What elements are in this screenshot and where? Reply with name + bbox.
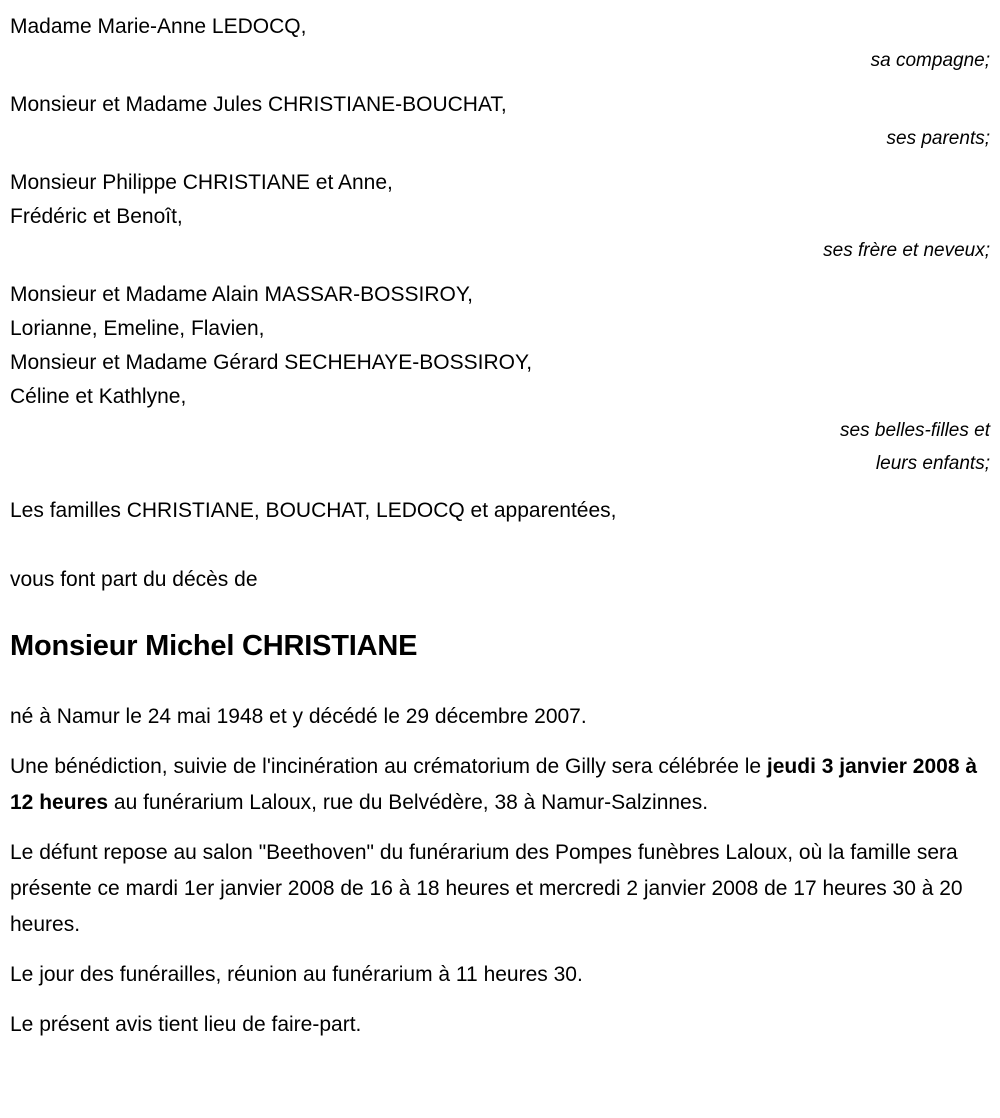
paragraph-text: au funérarium Laloux, rue du Belvédère, 38 à Namur-Salzinnes. — [108, 791, 709, 814]
announcers-section — [10, 10, 990, 528]
relation-label: sa compagne; — [870, 50, 990, 71]
announcer-name-line: Monsieur Philippe CHRISTIANE et Anne, — [10, 171, 393, 194]
relation-label: ses parents; — [886, 128, 990, 149]
relation-label: ses belles-filles et — [840, 420, 990, 441]
body-paragraph — [10, 699, 985, 735]
announcer-group — [10, 166, 990, 268]
announcer-group — [10, 88, 990, 156]
paragraph-text: né à Namur le 24 mai 1948 et y décédé le 29 décembre 2007. — [10, 705, 587, 728]
announcer-name-line: Céline et Kathlyne, — [10, 385, 187, 408]
announcer-name-line: Madame Marie-Anne LEDOCQ, — [10, 15, 307, 38]
body-paragraph — [10, 957, 985, 993]
paragraph-text: Le jour des funérailles, réunion au funérarium à 11 heures 30. — [10, 963, 583, 986]
body-paragraph — [10, 1007, 985, 1043]
announcer-name-line: Monsieur et Madame Alain MASSAR-BOSSIROY, — [10, 283, 473, 306]
relation-label: leurs enfants; — [875, 453, 990, 474]
paragraph-text: Le défunt repose au salon "Beethoven" du funérarium des Pompes funèbres Laloux, où la famille sera présente ce mardi 1er janvier 2008 de 16 à 18 heures et mercredi 2 janvier 2008 de 17 heures 30 à 20 heures. — [10, 841, 963, 936]
deceased-name-heading: Monsieur Michel CHRISTIANE — [10, 630, 418, 662]
lead-in-text: vous font part du décès de — [10, 568, 258, 591]
paragraph-text: Une bénédiction, suivie de l'incinération au crématorium de Gilly sera célébrée le — [10, 755, 767, 778]
relation-label: ses frère et neveux; — [823, 240, 990, 261]
announcer-name-line: Lorianne, Emeline, Flavien, — [10, 317, 265, 340]
announcer-group — [10, 494, 990, 528]
announcer-name-line: Les familles CHRISTIANE, BOUCHAT, LEDOCQ et apparentées, — [10, 499, 617, 522]
body-paragraphs-section — [10, 699, 990, 1043]
body-paragraph — [10, 749, 985, 821]
paragraph-text: Le présent avis tient lieu de faire-part. — [10, 1013, 362, 1036]
announcer-name-line: Monsieur et Madame Jules CHRISTIANE-BOUCHAT, — [10, 93, 507, 116]
emphasis-text: jeudi 3 janvier 2008 à 12 heures — [10, 755, 978, 814]
announcer-group — [10, 10, 990, 78]
announcer-name-line: Monsieur et Madame Gérard SECHEHAYE-BOSSIROY, — [10, 351, 533, 374]
announcer-name-line: Frédéric et Benoît, — [10, 205, 183, 228]
announcer-group — [10, 278, 990, 480]
body-paragraph — [10, 835, 985, 943]
